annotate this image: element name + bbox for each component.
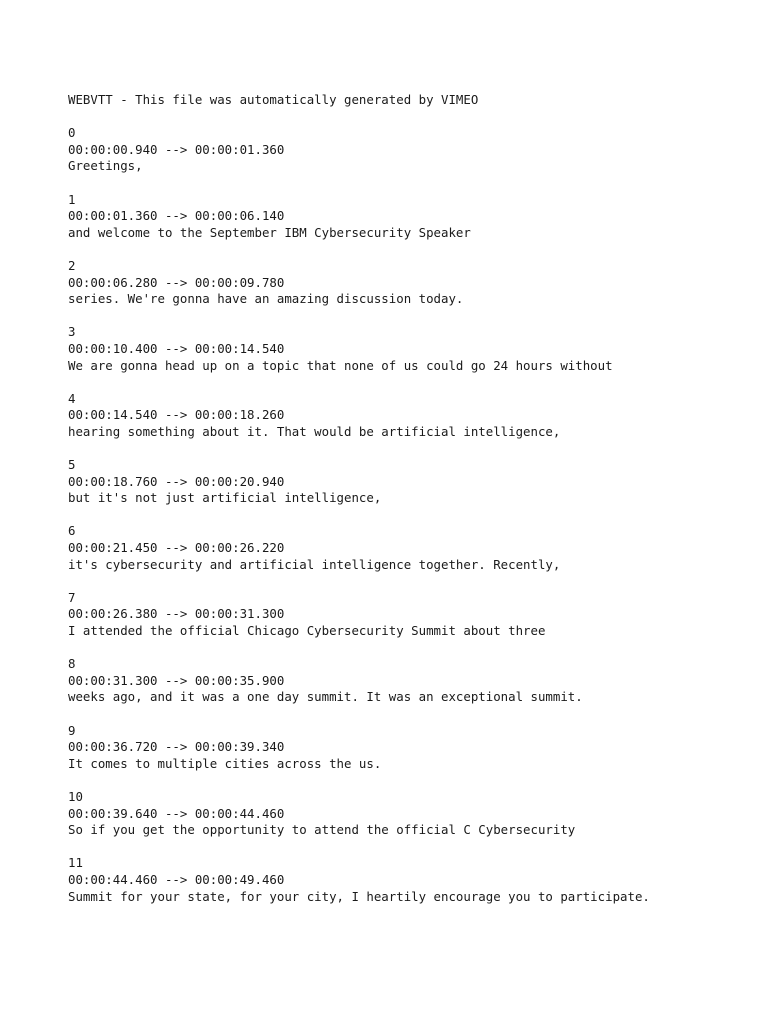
- cue-text: hearing something about it. That would be artificial intelligence,: [68, 423, 561, 439]
- cue-id: 2: [68, 257, 76, 273]
- cue-id: 11: [68, 855, 83, 871]
- cue-text: I attended the official Chicago Cybersecurity Summit about three: [68, 623, 546, 638]
- cue-timing: 00:00:18.760 --> 00:00:20.940: [68, 473, 285, 489]
- cue-text: We are gonna head up on a topic that none of us could go 24 hours without: [68, 357, 613, 373]
- cue-block: [68, 125, 748, 175]
- cue-list: [68, 125, 748, 905]
- cue-text: It comes to multiple cities across the us.: [68, 755, 382, 771]
- cue-block: [68, 789, 748, 839]
- cue-text: weeks ago, and it was a one day summit. It was an exceptional summit.: [68, 689, 583, 705]
- cue-text: but it's not just artificial intelligence,: [68, 490, 382, 506]
- cue-block: [68, 192, 748, 242]
- cue-text: So if you get the opportunity to attend the official C Cybersecurity: [68, 822, 576, 838]
- cue-timing: 00:00:36.720 --> 00:00:39.340: [68, 739, 285, 755]
- cue-block: [68, 324, 748, 374]
- cue-timing: 00:00:39.640 --> 00:00:44.460: [68, 805, 285, 821]
- cue-block: [68, 258, 748, 308]
- cue-id: 10: [68, 788, 83, 804]
- cue-timing: 00:00:31.300 --> 00:00:35.900: [68, 672, 285, 688]
- cue-timing: 00:00:44.460 --> 00:00:49.460: [68, 871, 285, 887]
- cue-text: series. We're gonna have an amazing discussion today.: [68, 291, 464, 307]
- cue-id: 4: [68, 390, 76, 406]
- cue-id: 9: [68, 722, 76, 738]
- cue-block: [68, 523, 748, 573]
- cue-block: [68, 590, 748, 640]
- cue-id: 8: [68, 656, 76, 672]
- cue-text: Greetings,: [68, 158, 143, 174]
- cue-id: 5: [68, 457, 76, 473]
- cue-timing: 00:00:00.940 --> 00:00:01.360: [68, 141, 285, 157]
- cue-id: 3: [68, 324, 76, 340]
- cue-id: 6: [68, 523, 76, 539]
- cue-block: [68, 457, 748, 507]
- cue-timing: 00:00:14.540 --> 00:00:18.260: [68, 407, 285, 423]
- cue-text: Summit for your state, for your city, I heartily encourage you to participate.: [68, 888, 650, 904]
- cue-block: [68, 723, 748, 773]
- cue-timing: 00:00:21.450 --> 00:00:26.220: [68, 540, 285, 556]
- cue-timing: 00:00:26.380 --> 00:00:31.300: [68, 606, 285, 622]
- cue-text: it's cybersecurity and artificial intelligence together. Recently,: [68, 556, 561, 572]
- cue-block: [68, 656, 748, 706]
- cue-timing: 00:00:10.400 --> 00:00:14.540: [68, 340, 285, 356]
- cue-id: 1: [68, 191, 76, 207]
- transcript-page: [68, 92, 748, 922]
- cue-id: 7: [68, 589, 76, 605]
- cue-block: [68, 391, 748, 441]
- cue-timing: 00:00:06.280 --> 00:00:09.780: [68, 274, 285, 290]
- cue-block: [68, 855, 748, 905]
- document-header: WEBVTT - This file was automatically generated by VIMEO: [68, 92, 479, 107]
- cue-text: and welcome to the September IBM Cybersecurity Speaker: [68, 224, 471, 240]
- cue-timing: 00:00:01.360 --> 00:00:06.140: [68, 208, 285, 224]
- cue-id: 0: [68, 125, 76, 141]
